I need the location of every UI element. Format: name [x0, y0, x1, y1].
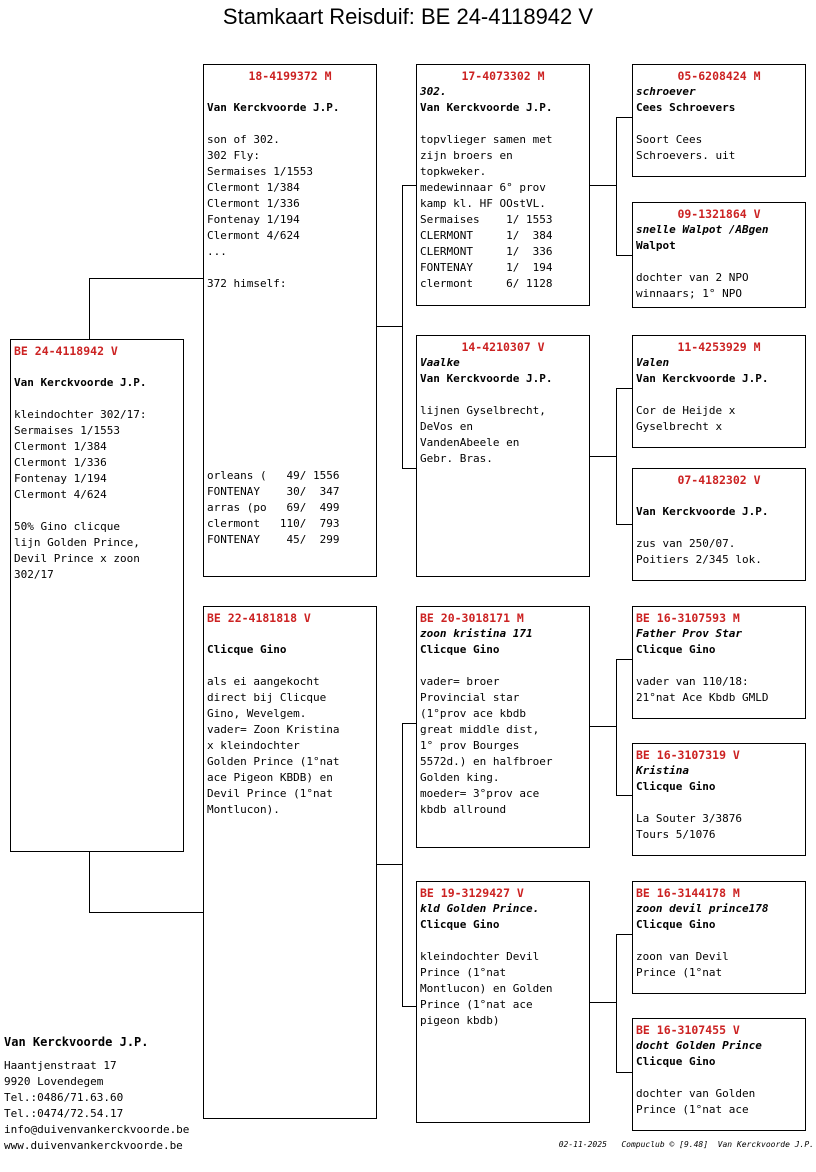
owner-name: Van Kerckvoorde J.P. — [636, 505, 769, 518]
pedigree-card-sire-dam — [416, 335, 590, 577]
connector-line — [402, 723, 403, 1006]
connector-line — [89, 278, 204, 279]
connector-line — [89, 912, 204, 913]
ring-number: 18-4199372 M — [248, 69, 332, 83]
pigeon-nickname: Father Prov Star — [636, 627, 742, 640]
connector-line — [402, 185, 403, 468]
pigeon-notes: topvlieger samen met zijn broers en topkweker. medewinnaar 6° prov kamp kl. HF OOstVL. Sermaises 1/ 1553 CLERMONT 1/ 384 CLERMONT 1/ 336 FONTENAY 1/ 194 clermont 6/ 1128 — [420, 133, 553, 290]
breeder-name: Van Kerckvoorde J.P. — [4, 1035, 149, 1049]
pigeon-notes: zus van 250/07. Poitiers 2/345 lok. — [636, 537, 762, 566]
connector-line — [589, 1002, 616, 1003]
pigeon-notes: Soort Cees Schroevers. uit — [636, 133, 736, 162]
pedigree-card-sire — [203, 64, 377, 577]
pedigree-card-dam-sire — [416, 606, 590, 848]
owner-name: Cees Schroevers — [636, 101, 736, 114]
connector-line — [616, 388, 617, 524]
breeder-phone-2: Tel.:0474/72.54.17 — [4, 1107, 124, 1120]
connector-line — [89, 851, 90, 912]
pedigree-card-dam-dam — [416, 881, 590, 1123]
pedigree-card-sdd — [632, 468, 806, 581]
connector-line — [616, 934, 617, 1072]
connector-line — [402, 185, 417, 186]
breeder-email[interactable]: info@duivenvankerckvoorde.be — [4, 1123, 190, 1136]
pigeon-nickname — [636, 488, 802, 504]
pedigree-card-subject — [10, 339, 184, 852]
ring-number: BE 16-3107319 V — [636, 748, 740, 762]
connector-line — [616, 659, 617, 795]
pigeon-notes: als ei aangekocht direct bij Clicque Gino, Wevelgem. vader= Zoon Kristina x kleindochter Golden Prince (1°nat ace Pigeon KBDB) en Devil Prince (1°nat Montlucon). — [207, 675, 340, 816]
connector-line — [89, 278, 90, 340]
connector-line — [616, 388, 633, 389]
pigeon-notes: kleindochter Devil Prince (1°nat Montlucon) en Golden Prince (1°nat ace pigeon kbdb) — [420, 950, 553, 1027]
ring-number: 09-1321864 V — [677, 207, 761, 221]
pigeon-nickname: zoon kristina 171 — [420, 627, 533, 640]
connector-line — [376, 864, 402, 865]
connector-line — [616, 1072, 633, 1073]
pedigree-card-ssd — [632, 202, 806, 308]
race-results: orleans ( 49/ 1556 FONTENAY 30/ 347 arras (po 69/ 499 clermont 110/ 793 FONTENAY 45/ 299 — [207, 469, 340, 546]
pigeon-nickname: Kristina — [636, 764, 689, 777]
pigeon-notes: Cor de Heijde x Gyselbrecht x — [636, 404, 736, 433]
owner-name: Clicque Gino — [207, 643, 287, 656]
pigeon-nickname: docht Golden Prince — [636, 1039, 762, 1052]
pedigree-card-ddd — [632, 1018, 806, 1131]
pigeon-notes: dochter van Golden Prince (1°nat ace — [636, 1087, 756, 1116]
pigeon-nickname: schroever — [636, 85, 696, 98]
owner-name: Clicque Gino — [420, 643, 500, 656]
breeder-info — [4, 1034, 189, 1154]
pedigree-card-dsd — [632, 743, 806, 856]
connector-line — [402, 468, 417, 469]
ring-number: BE 24-4118942 V — [14, 344, 118, 358]
pedigree-card-sss — [632, 64, 806, 177]
pigeon-notes: kleindochter 302/17: Sermaises 1/1553 Clermont 1/384 Clermont 1/336 Fontenay 1/194 Clermont 4/624 50% Gino clicque lijn Golden Prince, Devil Prince x zoon 302/17 — [14, 408, 147, 581]
pigeon-nickname: kld Golden Prince. — [420, 902, 540, 915]
owner-name: Van Kerckvoorde J.P. — [420, 101, 553, 114]
breeder-website[interactable]: www.duivenvankerckvoorde.be — [4, 1139, 183, 1152]
owner-name: Clicque Gino — [420, 918, 500, 931]
owner-name: Van Kerckvoorde J.P. — [14, 376, 147, 389]
pigeon-notes: vader van 110/18: 21°nat Ace Kbdb GMLD — [636, 675, 769, 704]
pigeon-notes: lijnen Gyselbrecht, DeVos en VandenAbeele en Gebr. Bras. — [420, 404, 546, 465]
connector-line — [616, 659, 633, 660]
connector-line — [589, 185, 616, 186]
owner-name: Walpot — [636, 239, 676, 252]
pigeon-notes: zoon van Devil Prince (1°nat — [636, 950, 729, 979]
ring-number: BE 16-3107455 V — [636, 1023, 740, 1037]
pedigree-card-sire-sire — [416, 64, 590, 306]
connector-line — [616, 934, 633, 935]
connector-line — [616, 117, 617, 255]
page-title: Stamkaart Reisduif: BE 24-4118942 V — [222, 4, 594, 29]
ring-number: 07-4182302 V — [677, 473, 761, 487]
owner-name: Clicque Gino — [636, 643, 716, 656]
pigeon-nickname: 302. — [420, 85, 447, 98]
pigeon-nickname: zoon devil prince178 — [636, 902, 769, 915]
connector-line — [616, 795, 633, 796]
ring-number: 05-6208424 M — [677, 69, 761, 83]
pigeon-nickname: Vaalke — [420, 356, 460, 369]
ring-number: 14-4210307 V — [461, 340, 545, 354]
pedigree-card-sds — [632, 335, 806, 448]
pigeon-notes: La Souter 3/3876 Tours 5/1076 — [636, 812, 742, 841]
connector-line — [616, 255, 633, 256]
owner-name: Clicque Gino — [636, 918, 716, 931]
pigeon-notes: vader= broer Provincial star (1°prov ace kbdb great middle dist, 1° prov Bourges 5572d.) en halfbroer Golden king. moeder= 3°prov ace kbdb allround — [420, 675, 553, 816]
connector-line — [589, 726, 616, 727]
owner-name: Clicque Gino — [636, 780, 716, 793]
connector-line — [376, 326, 402, 327]
ring-number: BE 19-3129427 V — [420, 886, 524, 900]
breeder-street: Haantjenstraat 17 — [4, 1059, 117, 1072]
pigeon-notes: dochter van 2 NPO winnaars; 1° NPO — [636, 271, 749, 300]
connector-line — [616, 117, 633, 118]
breeder-city: 9920 Lovendegem — [4, 1075, 104, 1088]
pedigree-card-dam — [203, 606, 377, 1119]
connector-line — [616, 524, 633, 525]
connector-line — [402, 723, 417, 724]
connector-line — [402, 1006, 417, 1007]
breeder-phone-1: Tel.:0486/71.63.60 — [4, 1091, 124, 1104]
ring-number: BE 16-3107593 M — [636, 611, 740, 625]
connector-line — [589, 456, 616, 457]
pedigree-card-dss — [632, 606, 806, 719]
ring-number: BE 22-4181818 V — [207, 611, 311, 625]
owner-name: Van Kerckvoorde J.P. — [420, 372, 553, 385]
print-footer: 02-11-2025 Compuclub © [9.48] Van Kerckvoorde J.P. — [558, 1140, 814, 1149]
owner-name: Van Kerckvoorde J.P. — [636, 372, 769, 385]
owner-name: Van Kerckvoorde J.P. — [207, 101, 340, 114]
ring-number: BE 20-3018171 M — [420, 611, 524, 625]
owner-name: Clicque Gino — [636, 1055, 716, 1068]
pigeon-notes: son of 302. 302 Fly: Sermaises 1/1553 Clermont 1/384 Clermont 1/336 Fontenay 1/194 Clermont 4/624 ... 372 himself: — [207, 133, 313, 290]
pigeon-nickname: snelle Walpot /ABgen — [636, 223, 769, 236]
ring-number: BE 16-3144178 M — [636, 886, 740, 900]
ring-number: 11-4253929 M — [677, 340, 761, 354]
pedigree-card-dds — [632, 881, 806, 994]
pigeon-nickname: Valen — [636, 356, 670, 369]
ring-number: 17-4073302 M — [461, 69, 545, 83]
